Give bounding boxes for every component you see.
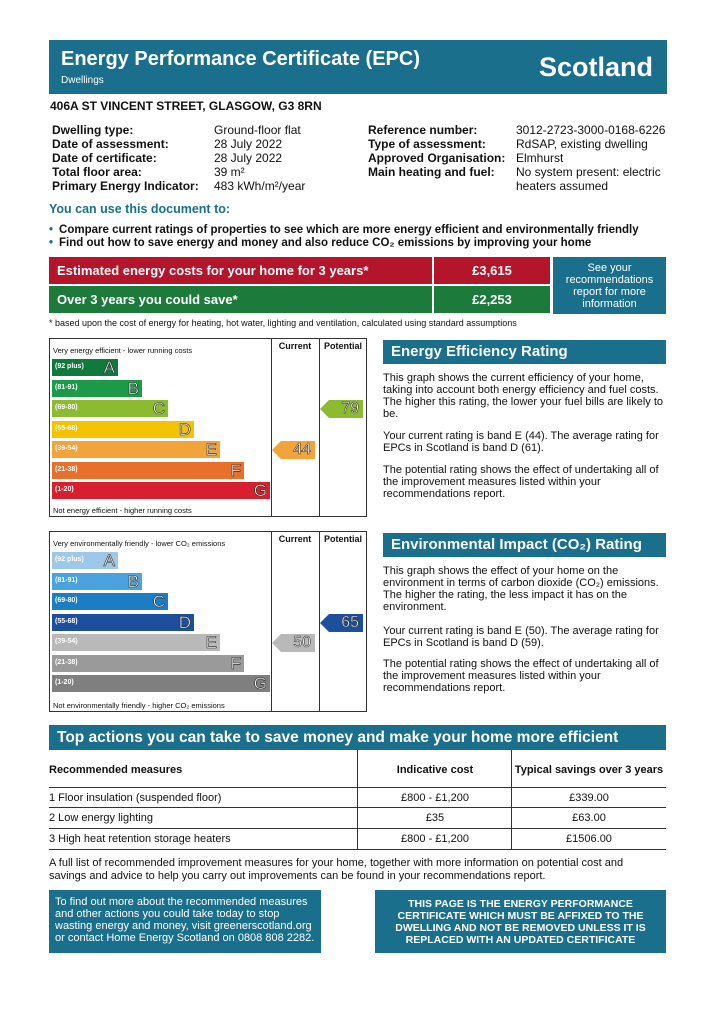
band-range: (55-68) <box>55 617 78 625</box>
property-address: 406A ST VINCENT STREET, GLASGOW, G3 8RN <box>50 99 322 113</box>
band-letter: E <box>205 633 217 652</box>
bullet-icon: • <box>49 237 54 249</box>
environmental-impact-chart <box>49 531 367 712</box>
bullet-icon: • <box>49 224 54 236</box>
detail-value: Ground-floor flat <box>214 123 301 137</box>
ei-current-rating-arrow <box>281 634 315 652</box>
country-label: Scotland <box>538 52 653 82</box>
detail-value: RdSAP, existing dwelling <box>516 137 648 151</box>
detail-label: Date of certificate: <box>52 151 157 165</box>
band-range: (69-80) <box>55 597 78 604</box>
ee-potential-rating-arrow <box>329 400 363 418</box>
environmental-impact-heading: Environmental Impact (CO₂) Rating <box>383 533 666 557</box>
epc-header <box>49 40 667 94</box>
band-range: (39-54) <box>55 638 78 645</box>
band-letter: A <box>103 551 115 570</box>
band-letter: G <box>253 674 267 693</box>
band-range: (21-38) <box>55 465 78 473</box>
ee-band-d <box>52 421 194 438</box>
typical-savings: £339.00 <box>569 792 609 804</box>
find-out-more-box: To find out more about the recommended measures and other actions you could take today to stop wasting energy and money, visit greenerscotland.org or contact Home Energy Scotland on 0808 808 2282. <box>49 890 321 953</box>
band-range: (81-91) <box>55 383 78 391</box>
see-recommendations-note: See your recommendations report for more information <box>553 257 666 314</box>
current-column-header: Current <box>278 341 312 351</box>
ei-band-d <box>52 614 194 631</box>
band-letter: F <box>230 460 241 480</box>
top-actions-heading: Top actions you can take to save money and make your home more efficient <box>49 725 666 750</box>
band-letter: B <box>127 378 139 398</box>
ee-current-rating-arrow <box>281 441 315 459</box>
panel-paragraph: The potential rating shows the effect of undertaking all of the improvement measures listed within your recommendations report. <box>383 464 659 500</box>
current-rating-value: 44 <box>293 441 311 458</box>
band-letter: D <box>178 419 191 439</box>
chart-top-caption: Very environmentally friendly - lower CO₂ emissions <box>53 539 226 548</box>
indicative-cost: £800 - £1,200 <box>401 792 469 804</box>
panel-paragraph: The potential rating shows the effect of undertaking all of the improvement measures listed within your recommendations report. <box>383 658 659 694</box>
panel-paragraph: Your current rating is band E (44). The average rating for EPCs in Scotland is band D (61). <box>383 430 659 454</box>
detail-label: Date of assessment: <box>52 137 169 151</box>
ee-band-g <box>52 482 270 499</box>
full-list-note: A full list of recommended improvement measures for your home, together with more information on potential cost and savings and advice to help you carry out improvements can be found in your recommendations report. <box>49 857 624 882</box>
detail-label: Reference number: <box>368 123 478 137</box>
certificate-title: Energy Performance Certificate (EPC) <box>61 48 421 70</box>
typical-savings: £1506.00 <box>566 833 612 845</box>
band-range: (69-80) <box>55 404 78 411</box>
cost-footnote: * based upon the cost of energy for heating, hot water, lighting and ventilation, calculated using standard assumptions <box>49 318 517 328</box>
detail-label: Primary Energy Indicator: <box>52 179 199 193</box>
potential-column-header: Potential <box>323 341 362 351</box>
cost-value: £3,615 <box>434 257 550 284</box>
band-range: (55-68) <box>55 424 78 432</box>
band-range: (39-54) <box>55 445 78 452</box>
bullet-item <box>49 224 639 236</box>
band-letter: C <box>152 399 165 418</box>
measure: 2 Low energy lighting <box>49 812 153 824</box>
indicative-cost: £800 - £1,200 <box>401 833 469 845</box>
ee-band-b <box>52 380 142 397</box>
header-savings: Typical savings over 3 years <box>514 764 664 776</box>
detail-value: heaters assumed <box>516 179 609 193</box>
savings-row <box>49 286 550 313</box>
detail-label: Main heating and fuel: <box>368 165 495 179</box>
panel-paragraph: This graph shows the current efficiency of your home, taking into account both energy efficiency and fuel costs. The higher this rating, the lower your fuel bills are likely to be. <box>383 372 664 420</box>
header-measures: Recommended measures <box>49 764 183 776</box>
estimated-costs-row <box>49 257 550 284</box>
energy-efficiency-chart <box>49 338 367 517</box>
ei-band-c <box>52 593 168 610</box>
ei-band-a <box>52 552 118 569</box>
band-range: (21-38) <box>55 658 78 666</box>
panel-paragraph: This graph shows the effect of your home on the environment in terms of carbon dioxide (CO₂) emissions. The higher the rating, the less impact it has on the environment. <box>383 565 659 613</box>
band-letter: E <box>205 440 217 459</box>
ei-band-f <box>52 655 244 672</box>
savings-label: Over 3 years you could save* <box>49 286 432 313</box>
ee-band-a <box>52 359 118 376</box>
band-range: (92 plus) <box>55 556 84 563</box>
affix-notice: THIS PAGE IS THE ENERGY PERFORMANCE CERTIFICATE WHICH MUST BE AFFIXED TO THE DWELLING AND NOT BE REMOVED UNLESS IT IS REPLACED WITH AN UPDATED CERTIFICATE <box>375 890 666 953</box>
ee-band-c <box>52 400 168 417</box>
potential-rating-value: 79 <box>341 400 359 417</box>
detail-value: 28 July 2022 <box>214 137 283 151</box>
ei-band-g <box>52 675 270 692</box>
chart-top-caption: Very energy efficient - lower running costs <box>53 346 193 355</box>
energy-efficiency-heading: Energy Efficiency Rating <box>383 340 666 364</box>
ei-band-e <box>52 634 220 651</box>
detail-label: Total floor area: <box>52 165 142 179</box>
band-letter: C <box>152 592 165 611</box>
certificate-subtitle: Dwellings <box>61 75 104 86</box>
band-letter: D <box>178 612 191 632</box>
band-letter: A <box>103 358 115 377</box>
ee-band-e <box>52 441 220 458</box>
ee-band-f <box>52 462 244 479</box>
band-range: (81-91) <box>55 576 78 584</box>
chart-bottom-caption: Not environmentally friendly - higher CO₂ emissions <box>53 701 225 710</box>
ei-potential-rating-arrow <box>329 614 363 632</box>
detail-label: Approved Organisation: <box>368 151 506 165</box>
savings-value: £2,253 <box>434 286 550 313</box>
band-range: (1-20) <box>55 486 74 493</box>
detail-value: 3012-2723-3000-0168-6226 <box>516 123 666 137</box>
current-column-header: Current <box>278 534 312 544</box>
use-document-heading: You can use this document to: <box>49 202 231 216</box>
detail-value: 483 kWh/m²/year <box>214 179 306 193</box>
detail-value: 28 July 2022 <box>214 151 283 165</box>
detail-value: Elmhurst <box>516 151 564 165</box>
detail-value: No system present: electric <box>516 165 661 179</box>
bullet-item <box>49 237 591 249</box>
ei-band-b <box>52 573 142 590</box>
cost-label: Estimated energy costs for your home for 3 years* <box>49 257 432 284</box>
measure: 3 High heat retention storage heaters <box>49 833 231 845</box>
header-cost: Indicative cost <box>396 764 474 776</box>
indicative-cost: £35 <box>425 812 445 824</box>
band-range: (1-20) <box>55 679 74 686</box>
band-letter: B <box>127 571 139 591</box>
typical-savings: £63.00 <box>572 812 606 824</box>
chart-bottom-caption: Not energy efficient - higher running costs <box>53 506 192 515</box>
panel-paragraph: Your current rating is band E (50). The average rating for EPCs in Scotland is band D (59). <box>383 625 659 649</box>
potential-column-header: Potential <box>323 534 362 544</box>
current-rating-value: 50 <box>293 634 311 651</box>
bullet-text: Find out how to save energy and money and also reduce CO₂ emissions by improving your home <box>59 237 592 249</box>
detail-label: Dwelling type: <box>52 123 134 137</box>
potential-rating-value: 65 <box>341 613 359 631</box>
band-letter: G <box>253 481 267 500</box>
detail-label: Type of assessment: <box>368 137 486 151</box>
band-range: (92 plus) <box>55 363 84 370</box>
bullet-text: Compare current ratings of properties to see which are more energy efficient and environmentally friendly <box>59 224 639 236</box>
detail-value: 39 m² <box>214 165 245 179</box>
measure: 1 Floor insulation (suspended floor) <box>49 792 222 804</box>
band-letter: F <box>230 653 241 673</box>
